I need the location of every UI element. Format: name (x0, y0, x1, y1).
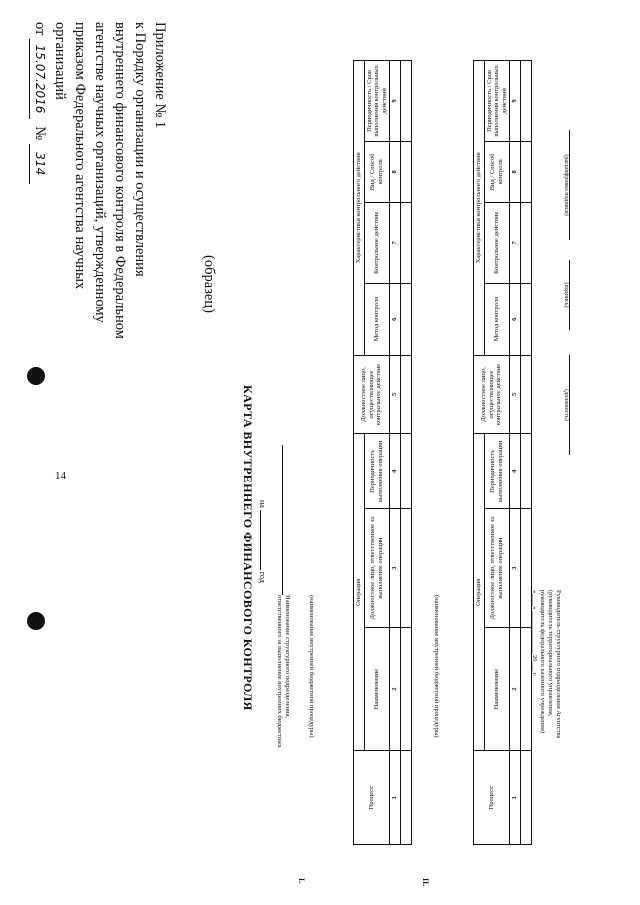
footer-signatory (530, 590, 562, 739)
th-action: Контрольное действие (484, 203, 510, 284)
page-number: 14 (55, 470, 66, 482)
appendix-line: Приложение № 1 (152, 22, 168, 129)
sample-label: (образец) (201, 255, 217, 313)
th-op-periodicity: Периодичность выполнения операции (364, 434, 390, 509)
th-period: Периодичность / Срок выполнения контрольных действий (484, 61, 510, 142)
th-process: Процесс (354, 751, 390, 845)
footer-line: руководитель федерального казенного учреждения) (539, 590, 546, 734)
col-number: 7 (390, 203, 401, 284)
col-number: 1 (510, 751, 521, 845)
th-period: Периодичность / Срок выполнения контрольных действий (364, 61, 390, 142)
th-op-responsible: Должностное лицо, ответственное за выполнение операции (364, 509, 390, 627)
th-kind: Вид / Способ контроля (484, 141, 510, 202)
unit-line (282, 445, 283, 595)
th-process: Процесс (474, 751, 510, 845)
th-method: Метод контроля (484, 283, 510, 355)
col-number: 8 (510, 141, 521, 202)
decode-line: (расшифровка подписи) (563, 130, 570, 240)
unit-label-line: ответственного за выполнение внутренних бюджетных (276, 595, 283, 748)
year-suffix: год (258, 571, 267, 583)
th-op-responsible: Должностное лицо, ответственное за выполнение операции (484, 509, 510, 627)
handwritten-number: 314 (29, 144, 50, 184)
appendix-line: организаций (52, 22, 68, 100)
signature-line: (подпись) (563, 260, 570, 330)
appendix-date-line (29, 22, 50, 402)
appendix-line: агентстве научных организаций, утвержденному (92, 22, 108, 323)
section-roman: II. (421, 878, 430, 887)
unit-label-line: Наименование структурного подразделения, (284, 595, 291, 719)
appendix-line: внутреннего финансового контроля в Федеральном (112, 22, 128, 339)
control-table (353, 60, 412, 845)
appendix-header (29, 22, 170, 402)
col-number: 1 (390, 751, 401, 845)
col-number: 5 (510, 355, 521, 434)
handwritten-date: 15.07.2016 (29, 39, 50, 119)
col-number: 7 (510, 203, 521, 284)
section-roman: I. (297, 878, 306, 884)
col-number: 4 (510, 434, 521, 509)
procedure-caption: (наименование внутренней бюджетной процедуры) (433, 595, 440, 738)
year-prefix: на (258, 500, 267, 508)
col-number: 3 (390, 509, 401, 627)
th-control-person: Должностное лицо, осуществляющее контрольное действие (354, 355, 390, 434)
footer-line: Руководитель структурного подразделения Агентства (555, 590, 562, 739)
unit-label (275, 595, 291, 748)
control-table (473, 60, 532, 845)
number-label: № (32, 126, 48, 141)
th-operation: Операция (354, 434, 365, 751)
col-number: 3 (510, 509, 521, 627)
th-characteristics: Характеристики контрольного действия (474, 61, 485, 356)
th-action: Контрольное действие (364, 203, 390, 284)
col-number: 2 (510, 627, 521, 751)
th-control-person: Должностное лицо, осуществляющее контрольное действие (474, 355, 510, 434)
th-operation: Операция (474, 434, 485, 751)
th-method: Метод контроля (364, 283, 390, 355)
footer-line: (руководитель территориального управления, (547, 590, 554, 717)
th-op-name: Наименование (364, 627, 390, 751)
col-number: 8 (390, 141, 401, 202)
year-line (258, 500, 267, 583)
th-op-name: Наименование (484, 627, 510, 751)
procedure-caption: (наименование внутренней бюджетной процедуры) (308, 595, 315, 738)
col-number: 9 (510, 61, 521, 142)
from-label: от (32, 22, 48, 36)
col-number: 9 (390, 61, 401, 142)
th-kind: Вид / Способ контроля (364, 141, 390, 202)
col-number: 4 (390, 434, 401, 509)
th-op-periodicity: Периодичность выполнения операции (484, 434, 510, 509)
th-characteristics: Характеристики контрольного действия (354, 61, 365, 356)
col-number: 2 (390, 627, 401, 751)
document-title: КАРТА ВНУТРЕННЕГО ФИНАНСОВОГО КОНТРОЛЯ (241, 385, 255, 711)
col-number: 6 (390, 283, 401, 355)
col-number: 6 (510, 283, 521, 355)
col-number: 5 (390, 355, 401, 434)
footer-date: «____» _____________ 20___ г. (531, 590, 538, 677)
appendix-line: приказом Федерального агентства научных (72, 22, 88, 290)
position-line: (должность) (563, 355, 570, 455)
appendix-line: к Порядку организации и осуществления (132, 22, 148, 277)
